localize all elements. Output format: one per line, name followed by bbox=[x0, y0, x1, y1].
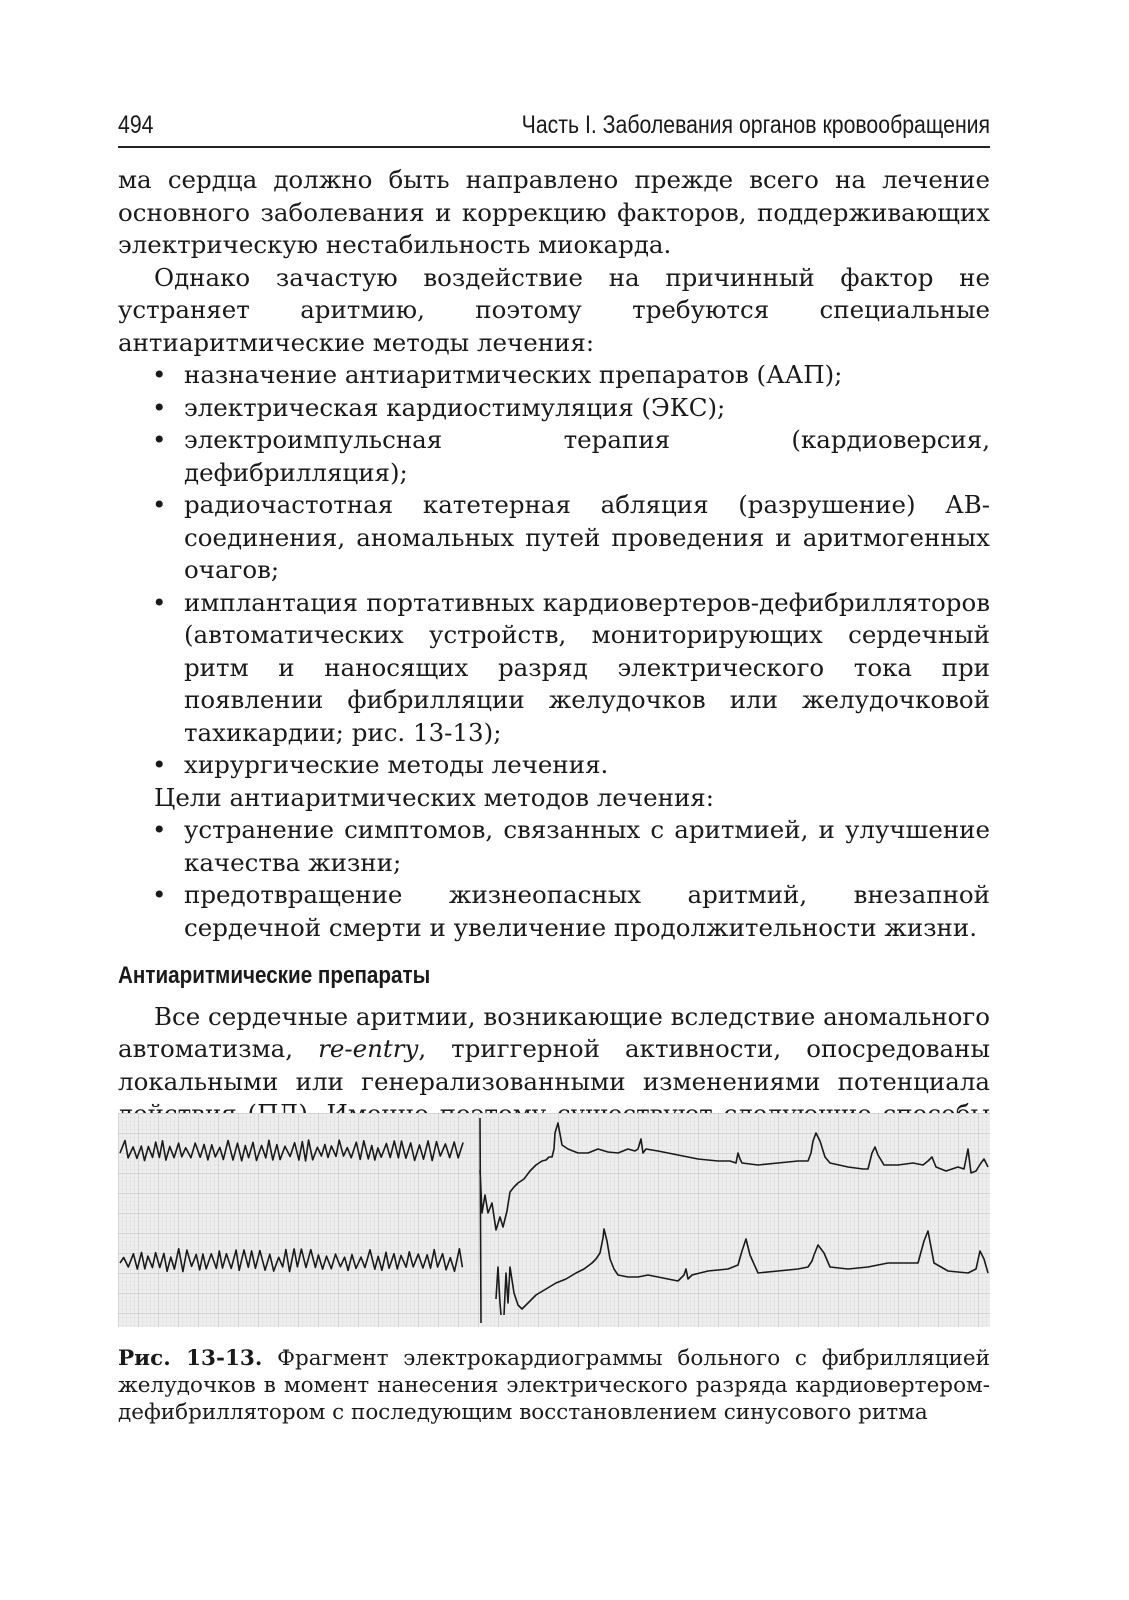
list-item: • предотвращение жизнеопасных аритмий, внезапной сердечной смерти и увеличение продолжительности жизни. bbox=[184, 879, 990, 944]
running-header bbox=[118, 104, 990, 148]
running-title: Часть I. Заболевания органов кровообращения bbox=[521, 111, 990, 139]
list-item: • электроимпульсная терапия (кардиоверсия, дефибрилляция); bbox=[184, 424, 990, 489]
paragraph-continuation: ма сердца должно быть направлено прежде всего на лечение основного заболевания и коррекцию факторов, поддерживающих электрическую нестабильность миокарда. bbox=[118, 165, 990, 259]
italic-term: re-entry bbox=[318, 1034, 419, 1063]
figure-label: Рис. 13-13. bbox=[118, 1346, 263, 1371]
list-item: • назначение антиаритмических препаратов (ААП); bbox=[184, 359, 990, 392]
paragraph-text-start: Все сердечные аритмии, возникающие вследствие аномального автоматизма, bbox=[118, 1001, 990, 1063]
page-number: 494 bbox=[118, 111, 154, 139]
ecg-figure bbox=[118, 1113, 990, 1327]
list-item: • имплантация портативных кардиовертеров-дефибрилляторов (автоматических устройств, мониторирующих сердечный ритм и наносящих разряд электрического тока при появлении фибрилляции желудочков или желудочковой тахикардии; рис. 13-13); bbox=[184, 587, 990, 750]
list-item: • электрическая кардиостимуляция (ЭКС); bbox=[184, 392, 990, 425]
section-heading: Антиаритмические препараты bbox=[118, 962, 431, 989]
figure-caption-text: Фрагмент электрокардиограммы больного с фибрилляцией желудочков в момент нанесения электрического разряда кардиовертером-дефибриллятором с последующим восстановлением синусового ритма bbox=[118, 1346, 990, 1425]
goals-heading: Цели антиаритмических методов лечения: bbox=[154, 782, 714, 812]
goals-list bbox=[118, 814, 990, 944]
body-text bbox=[118, 164, 990, 1163]
figure-caption bbox=[118, 1345, 990, 1426]
paragraph-methods-intro: Однако зачастую воздействие на причинный фактор не устраняет аритмию, поэтому требуются специальные антиаритмические методы лечения: bbox=[118, 262, 990, 357]
methods-list bbox=[118, 359, 990, 782]
list-item: • хирургические методы лечения. bbox=[184, 749, 990, 782]
list-item: • радиочастотная катетерная абляция (разрушение) АВ-соединения, аномальных путей проведения и аритмогенных очагов; bbox=[184, 489, 990, 587]
paragraph-text-end: , триггерной активности, опосредованы локальными или генерализованными изменениями потенциала bbox=[118, 1034, 990, 1096]
list-item: • устранение симптомов, связанных с аритмией, и улучшение качества жизни; bbox=[184, 814, 990, 879]
